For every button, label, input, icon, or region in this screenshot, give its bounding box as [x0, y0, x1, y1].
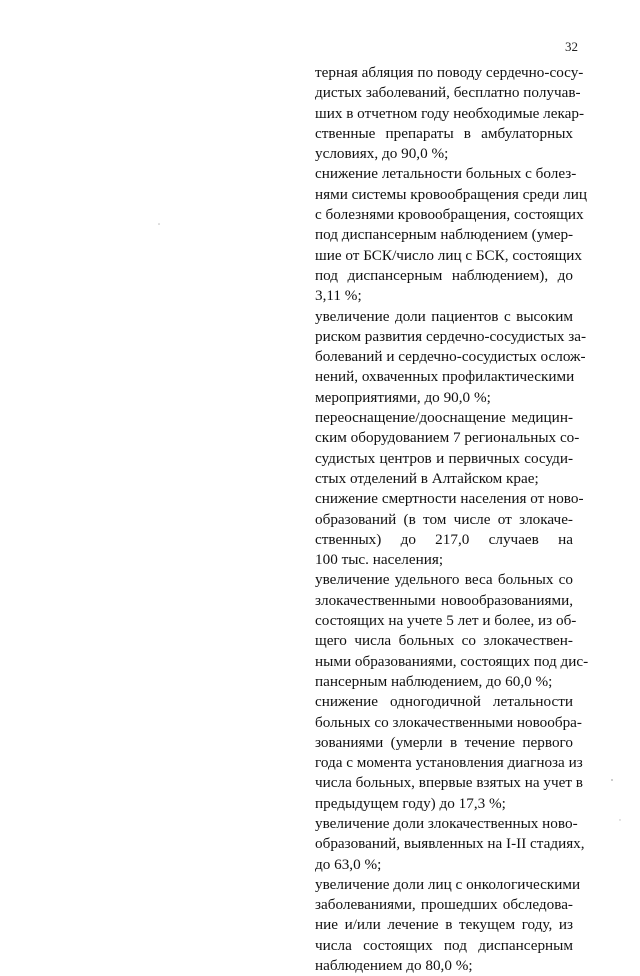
page-number: 32 — [565, 39, 578, 54]
text-line: с болезнями кровообращения, состоящих — [315, 206, 584, 224]
paragraph — [315, 408, 580, 489]
text-line: состоящих на учете 5 лет и более, из об- — [315, 612, 577, 630]
text-line: дистых заболеваний, бесплатно получав- — [315, 84, 581, 102]
text-line: снижение одногодичной летальности — [315, 693, 573, 711]
text-line: наблюдением до 80,0 %; — [315, 957, 473, 975]
body-text-column — [315, 63, 589, 976]
text-line: переоснащение/дооснащение медицин- — [315, 409, 573, 427]
text-line: ших в отчетном году необходимые лекар- — [315, 104, 585, 122]
text-line: предыдущем году) до 17,3 %; — [315, 794, 506, 812]
text-line: ственных) до 217,0 случаев на — [315, 530, 573, 548]
text-line: нений, охваченных профилактическими — [315, 368, 575, 386]
text-line: образований (в том числе от злокаче- — [315, 510, 573, 528]
paragraph — [315, 875, 581, 976]
text-line: под диспансерным наблюдением), до — [315, 266, 573, 284]
text-line: под диспансерным наблюдением (умер- — [315, 226, 574, 244]
text-line: увеличение доли лиц с онкологическими — [315, 875, 581, 893]
text-line: образований, выявленных на I-II стадиях, — [315, 835, 585, 853]
text-line: года с момента установления диагноза из — [315, 754, 583, 772]
text-line: числа состоящих под диспансерным — [315, 936, 573, 954]
text-line: больных со злокачественными новообра- — [315, 713, 582, 731]
text-line: увеличение удельного веса больных со — [315, 571, 573, 589]
text-line: ственные препараты в амбулаторных — [315, 124, 573, 142]
paragraph — [315, 164, 587, 306]
text-line: болеваний и сердечно-сосудистых ослож- — [315, 348, 586, 366]
paragraph — [315, 692, 583, 814]
paragraph — [315, 307, 587, 408]
text-line: заболеваниями, прошедших обследова- — [315, 896, 573, 914]
text-line: до 63,0 %; — [315, 855, 382, 873]
text-line: увеличение доли злокачественных ново- — [315, 814, 578, 832]
text-line: 3,11 %; — [315, 287, 362, 305]
paragraph — [315, 570, 589, 692]
text-line: терная абляция по поводу сердечно-сосу- — [315, 64, 584, 81]
text-line: условиях, до 90,0 %; — [315, 145, 449, 163]
text-line: снижение летальности больных с болез- — [315, 165, 577, 183]
text-line: ским оборудованием 7 региональных со- — [315, 429, 580, 447]
text-line: мероприятиями, до 90,0 %; — [315, 388, 491, 406]
text-line: числа больных, впервые взятых на учет в — [315, 774, 583, 792]
paragraph — [315, 814, 585, 875]
text-line: пансерным наблюдением, до 60,0 %; — [315, 672, 553, 690]
text-line: нями системы кровообращения среди лиц — [315, 185, 587, 203]
text-line: зованиями (умерли в течение первого — [315, 733, 573, 751]
text-line: злокачественными новообразованиями, — [315, 591, 573, 609]
text-line: щего числа больных со злокачествен- — [315, 632, 573, 650]
text-line: 100 тыс. населения; — [315, 551, 444, 569]
text-line: ние и/или лечение в текущем году, из — [315, 916, 573, 934]
paragraph — [315, 63, 585, 164]
text-line: стых отделений в Алтайском крае; — [315, 469, 539, 487]
text-line: снижение смертности населения от ново- — [315, 490, 584, 508]
text-line: ными образованиями, состоящих под дис- — [315, 652, 589, 670]
text-line: судистых центров и первичных сосуди- — [315, 449, 573, 467]
paragraph — [315, 489, 584, 570]
text-line: шие от БСК/число лиц с БСК, состоящих — [315, 246, 582, 264]
text-line: риском развития сердечно-сосудистых за- — [315, 327, 587, 345]
text-line: увеличение доли пациентов с высоким — [315, 307, 573, 325]
